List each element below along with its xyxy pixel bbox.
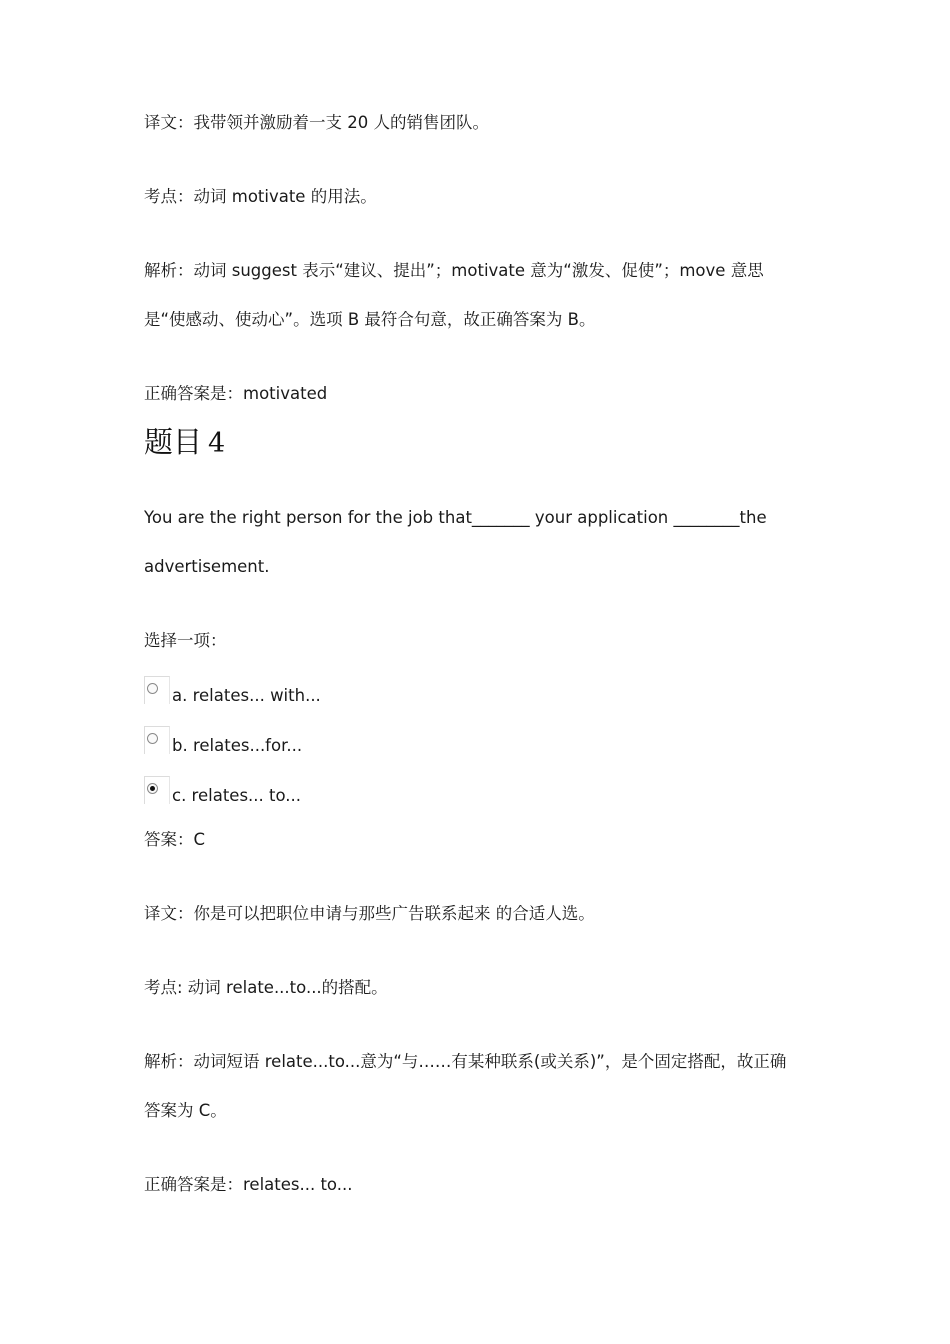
question-heading-label: 题目: [144, 425, 203, 459]
option-a[interactable]: [144, 674, 321, 704]
radio-unchecked-icon[interactable]: [147, 683, 158, 694]
option-c-radio-box[interactable]: [144, 776, 170, 804]
q3-correct-answer: 正确答案是：motivated: [144, 384, 328, 403]
q4-test-point: 考点: 动词 relate...to...的搭配。: [144, 978, 388, 997]
option-b[interactable]: [144, 724, 302, 754]
question-heading: [144, 424, 225, 462]
q3-analysis-line-1: 解析：动词 suggest 表示“建议、提出”；motivate 意为“激发、促使”；move 意思: [144, 261, 764, 280]
option-c-label[interactable]: c. relates... to...: [172, 786, 302, 805]
option-c[interactable]: [144, 774, 301, 804]
q4-analysis-line-1: 解析：动词短语 relate...to...意为“与……有某种联系(或关系)”，是个固定搭配，故正确: [144, 1052, 787, 1071]
question-number: 4: [208, 428, 226, 459]
radio-checked-icon[interactable]: [147, 783, 158, 794]
q4-analysis-line-2: 答案为 C。: [144, 1101, 227, 1120]
q4-answer: 答案：C: [144, 830, 206, 849]
q4-question-line-1: You are the right person for the job that_______ your application ________the: [144, 508, 767, 527]
q3-test-point: 考点：动词 motivate 的用法。: [144, 187, 377, 206]
q4-correct-answer: 正确答案是：relates... to...: [144, 1175, 353, 1194]
choose-one-prompt: 选择一项：: [144, 631, 227, 650]
q3-analysis-line-2: 是“使感动、使动心”。选项 B 最符合句意，故正确答案为 B。: [144, 310, 596, 329]
option-a-radio-box[interactable]: [144, 676, 170, 704]
q4-translation: 译文：你是可以把职位申请与那些广告联系起来 的合适人选。: [144, 904, 595, 923]
q4-question-line-2: advertisement.: [144, 557, 270, 576]
radio-unchecked-icon[interactable]: [147, 733, 158, 744]
option-b-label[interactable]: b. relates...for...: [172, 736, 303, 755]
option-b-radio-box[interactable]: [144, 726, 170, 754]
option-a-label[interactable]: a. relates... with...: [172, 686, 321, 705]
q3-translation: 译文：我带领并激励着一支 20 人的销售团队。: [144, 113, 489, 132]
